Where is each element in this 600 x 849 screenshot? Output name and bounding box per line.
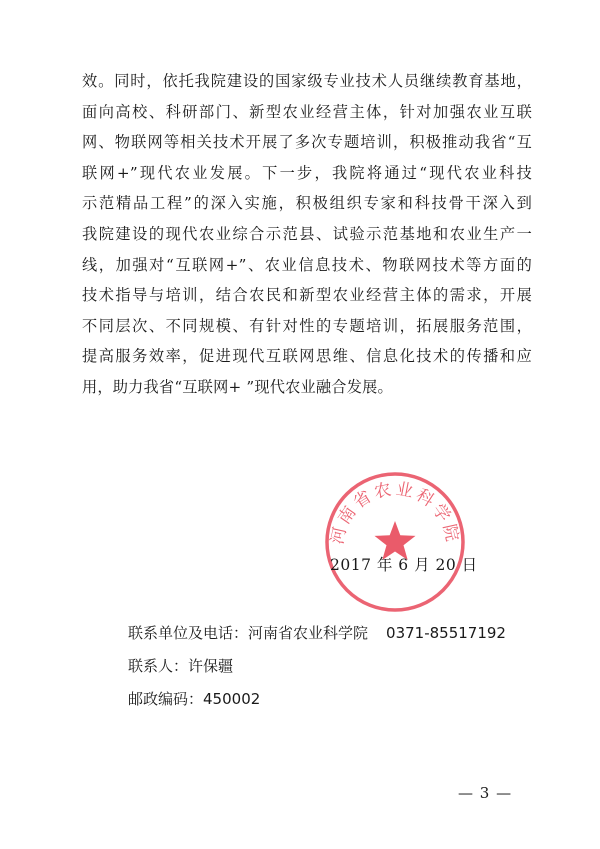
postal-code-line [128, 688, 260, 709]
contact-unit-line [128, 622, 506, 643]
body-paragraph [82, 66, 532, 403]
body-line: 网、物联网等相关技术开展了多次专题培训，积极推动我省“互 [82, 133, 532, 152]
contact-unit-label: 联系单位及电话： [128, 624, 249, 642]
postal-code-label: 邮政编码： [128, 690, 204, 708]
seal-text: 河南省农业科学院 [327, 479, 463, 547]
body-line: 提高服务效率，促进现代互联网思维、信息化技术的传播和应 [82, 347, 532, 366]
body-line: 线，加强对“互联网+”、农业信息技术、物联网技术等方面的 [82, 255, 532, 274]
contact-person-label: 联系人： [128, 657, 189, 675]
contact-phone: 0371-85517192 [386, 624, 506, 642]
page-number: — 3 — [458, 784, 513, 802]
body-line: 联网+”现代农业发展。下一步，我院将通过“现代农业科技 [82, 163, 532, 182]
body-line: 面向高校、科研部门、新型农业经营主体，针对加强农业互联 [82, 102, 532, 121]
postal-code: 450002 [203, 690, 261, 708]
body-line: 我院建设的现代农业综合示范县、试验示范基地和农业生产一 [82, 224, 532, 243]
body-line: 技术指导与培训，结合农民和新型农业经营主体的需求，开展 [82, 286, 532, 305]
body-line: 示范精品工程”的深入实施，积极组织专家和科技骨干深入到 [82, 194, 532, 213]
contact-person: 许保疆 [188, 657, 234, 675]
body-line: 不同层次、不同规模、有针对性的专题培训，拓展服务范围， [82, 316, 532, 335]
official-seal [322, 469, 468, 615]
issue-date: 2017 年 6 月 20 日 [330, 556, 478, 574]
contact-person-line [128, 655, 233, 676]
contact-unit: 河南省农业科学院 [248, 624, 369, 642]
body-line: 用，助力我省“互联网+ ”现代农业融合发展。 [82, 377, 393, 396]
body-line: 效。同时，依托我院建设的国家级专业技术人员继续教育基地， [82, 72, 532, 90]
